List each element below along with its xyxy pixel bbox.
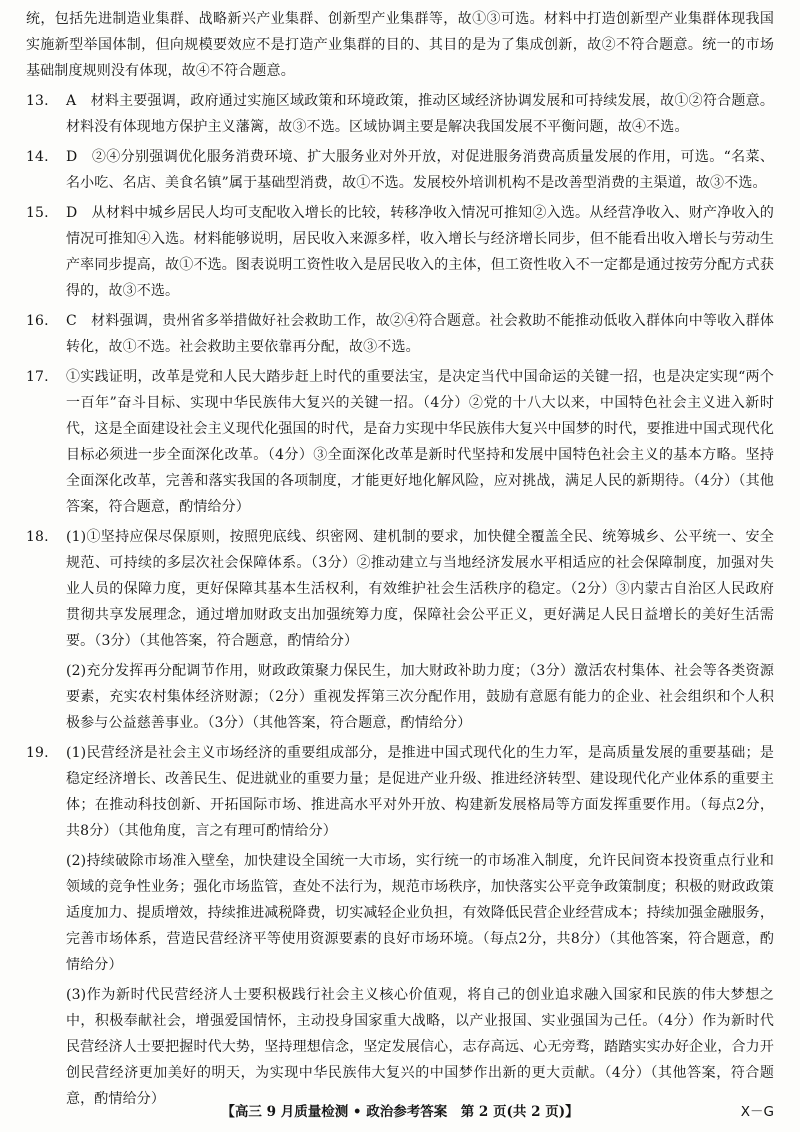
answer-item xyxy=(26,144,774,196)
answer-text: D ②④分别强调优化服务消费环境、扩大服务业对外开放，对促进服务消费高质量发展的作用，可选。“名菜、名小吃、名店、美食名镇”属于基础型消费，故①不选。发展校外培训机构不是改善型消费的主渠道，故③不选。 xyxy=(66,149,774,191)
answer-item xyxy=(26,740,774,844)
question-number: 14. xyxy=(26,149,49,165)
page-footer xyxy=(0,1100,800,1124)
answer-list xyxy=(26,88,774,1112)
question-number: 15. xyxy=(26,205,49,221)
answer-item xyxy=(66,658,774,736)
answer-text: (2)充分发挥再分配调节作用，财政政策聚力保民生，加大财政补助力度；（3分）激活农村集体、社会等各类资源要素，充实农村集体经济财源；（2分）重视发挥第三次分配作用，鼓励有意愿有能力的企业、社会组织和个人积极参与公益慈善事业。（3分）（其他答案，符合题意，酌情给分） xyxy=(66,663,774,731)
question-number: 13. xyxy=(26,93,49,109)
answer-text: ①实践证明，改革是党和人民大踏步赶上时代的重要法宝，是决定当代中国命运的关键一招，也是决定实现“两个一百年”奋斗目标、实现中华民族伟大复兴的关键一招。（4分）②党的十八大以来，中国特色社会主义进入新时代，这是全面建设社会主义现代化强国的时代，是奋力实现中华民族伟大复兴中国梦的时代，要推进中国式现代化目标必须进一步全面深化改革。（4分）③全面深化改革是新时代坚持和发展中国特色社会主义的基本方略。坚持全面深化改革，完善和落实我国的各项制度，才能更好地化解风险，应对挑战，满足人民的新期待。（4分）（其他答案，符合题意，酌情给分） xyxy=(66,369,774,515)
question-number: 17. xyxy=(26,369,49,385)
answer-item xyxy=(26,524,774,654)
continued-answer: 统，包括先进制造业集群、战略新兴产业集群、创新型产业集群等，故①③可选。材料中打造创新型产业集群体现我国实施新型举国体制，但向规模要效应不是打造产业集群的目的、其目的是为了集成创新，故②不符合题意。统一的市场基础制度规则没有体现，故④不符合题意。 xyxy=(26,11,774,79)
answer-item xyxy=(66,982,774,1112)
question-number: 19. xyxy=(26,745,49,761)
answer-text: (2)持续破除市场准入壁垒，加快建设全国统一大市场，实行统一的市场准入制度，允许民间资本投资重点行业和领域的竞争性业务；强化市场监管，查处不法行为，规范市场秩序，加快落实公平竞争政策制度；积极的财政政策适度加力、提质增效，持续推进减税降费，切实减轻企业负担，有效降低民营企业经营成本；持续加强金融服务，完善市场体系，营造民营经济平等使用资源要素的良好市场环境。（每点2分，共8分）（其他答案，符合题意，酌情给分） xyxy=(66,853,774,973)
answer-text: (1)民营经济是社会主义市场经济的重要组成部分，是推进中国式现代化的生力军，是高质量发展的重要基础；是稳定经济增长、改善民生、促进就业的重要力量；是促进产业升级、推进经济转型、建设现代化产业体系的重要主体；在推动科技创新、开拓国际市场、推进高水平对外开放、构建新发展格局等方面发挥重要作用。（每点2分，共8分）（其他角度，言之有理可酌情给分） xyxy=(66,745,774,839)
question-number: 18. xyxy=(26,529,49,545)
answer-text: (1)①坚持应保尽保原则，按照兜底线、织密网、建机制的要求，加快健全覆盖全民、统筹城乡、公平统一、安全规范、可持续的多层次社会保障体系。（3分）②推动建立与当地经济发展水平相适应的社会保障制度，加强对失业人员的保障力度，更好保障其基本生活权利，有效维护社会生活秩序的稳定。（2分）③内蒙古自治区人民政府贯彻共享发展理念，通过增加财政支出加强统筹力度，保障社会公平正义，更好满足人民日益增长的美好生活需要。（3分）（其他答案，符合题意，酌情给分） xyxy=(66,529,774,649)
answer-item xyxy=(26,88,774,140)
answer-text: C 材料强调，贵州省多举措做好社会救助工作，故②④符合题意。社会救助不能推动低收入群体向中等收入群体转化，故①不选。社会救助主要依靠再分配，故③不选。 xyxy=(66,313,774,355)
footer-code: X－G xyxy=(740,1104,774,1120)
footer-title: 【高三 9 月质量检测 • 政治参考答案 第 2 页(共 2 页)】 xyxy=(221,1104,579,1120)
answer-item xyxy=(26,308,774,360)
answer-item xyxy=(66,848,774,978)
answer-item xyxy=(26,364,774,520)
answer-text: D 从材料中城乡居民人均可支配收入增长的比较，转移净收入情况可推知②入选。从经营净收入、财产净收入的情况可推知④入选。材料能够说明，居民收入来源多样，收入增长与经济增长同步，但不能看出收入增长与劳动生产率同步提高，故①不选。图表说明工资性收入是居民收入的主体，但工资性收入不一定都是通过按劳分配方式获得的，故③不选。 xyxy=(66,205,774,299)
answer-text: A 材料主要强调，政府通过实施区域政策和环境政策，推动区域经济协调发展和可持续发展，故①②符合题意。材料没有体现地方保护主义藩篱，故③不选。区域协调主要是解决我国发展不平衡问题，故④不选。 xyxy=(66,93,774,135)
answer-text: (3)作为新时代民营经济人士要积极践行社会主义核心价值观，将自己的创业追求融入国家和民族的伟大梦想之中，积极奉献社会，增强爱国情怀，主动投身国家重大战略，以产业报国、实业强国为己任。（4分）作为新时代民营经济人士要把握时代大势，坚持理想信念，坚定发展信心，志存高远、心无旁骛，踏踏实实办好企业，合力开创民营经济更加美好的明天，为实现中华民族伟大复兴的中国梦作出新的更大贡献。（4分）（其他答案，符合题意，酌情给分） xyxy=(66,987,774,1107)
answer-item xyxy=(26,200,774,304)
question-number: 16. xyxy=(26,313,49,329)
